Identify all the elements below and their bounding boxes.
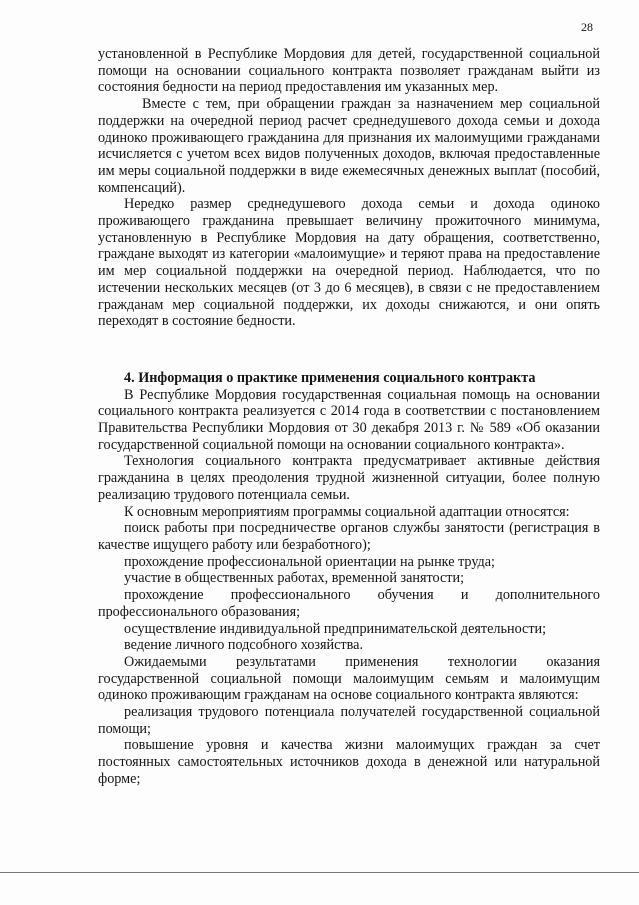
- paragraph-poverty-return: Нередко размер среднедушевого дохода семьи и дохода одиноко проживающего гражданина превышает величину прожиточного минимума, установленную в Республике Мордовия на дату обращения, соответственно, граждане выходят из категории «малоимущие» и теряют права на предоставление им мер социальной поддержки на очередной период. Наблюдается, что по истечении нескольких месяцев (от 3 до 6 месяцев), в связи с не предоставлением гражданам мер социальной поддержки, их доходы снижаются, и они опять переходят в состояние бедности.: [98, 196, 600, 330]
- paragraph-continuation: установленной в Республике Мордовия для детей, государственной социальной помощи на основании социального контракта позволяет гражданам выйти из состояния бедности на период предоставления им указанных мер.: [98, 46, 600, 96]
- measure-item: ведение личного подсобного хозяйства.: [124, 637, 363, 654]
- section-heading: 4. Информация о практике применения социального контракта: [124, 369, 536, 386]
- result-item: реализация трудового потенциала получателей государственной социальной помощи;: [98, 704, 600, 737]
- paragraph-legal-basis: В Республике Мордовия государственная социальная помощь на основании социального контракта реализуется с 2014 года в соответствии с постановлением Правительства Республики Мордовия от 30 декабря 2013 г. № 589 «Об оказании государственной социальной помощи на основании социального контракта».: [98, 386, 600, 453]
- measure-item: прохождение профессиональной ориентации на рынке труда;: [124, 553, 496, 570]
- result-item: повышение уровня и качества жизни малоимущих граждан за счет постоянных самостоятельных источников дохода в денежной или натуральной форме;: [98, 737, 600, 787]
- measure-item: поиск работы при посредничестве органов службы занятости (регистрация в качестве ищущего работу или безработного);: [98, 520, 600, 553]
- paragraph-technology: Технология социального контракта предусматривает активные действия гражданина в целях преодоления трудной жизненной ситуации, более полную реализацию трудового потенциала семьи.: [98, 453, 600, 503]
- page-bottom-rule: [0, 872, 639, 873]
- document-body: [98, 46, 600, 788]
- page-number: 28: [581, 20, 593, 34]
- measure-item: прохождение профессионального обучения и дополнительного профессионального образования;: [98, 587, 600, 620]
- measure-item: осуществление индивидуальной предпринимательской деятельности;: [124, 620, 547, 637]
- paragraph-program-intro: К основным мероприятиям программы социальной адаптации относятся:: [124, 503, 570, 520]
- measure-item: участие в общественных работах, временной занятости;: [124, 570, 465, 587]
- paragraph-income-calculation: Вместе с тем, при обращении граждан за назначением мер социальной поддержки на очередной период расчет среднедушевого дохода семьи и дохода одиноко проживающего гражданина для признания их малоимущими гражданами исчисляется с учетом всех видов полученных доходов, включая предоставленные им меры социальной поддержки в виде ежемесячных денежных выплат (пособий, компенсаций).: [98, 96, 600, 196]
- paragraph-results-intro: Ожидаемыми результатами применения технологии оказания государственной социальной помощи малоимущим семьям и малоимущим одиноко проживающим гражданам на основе социального контракта являются:: [98, 653, 600, 704]
